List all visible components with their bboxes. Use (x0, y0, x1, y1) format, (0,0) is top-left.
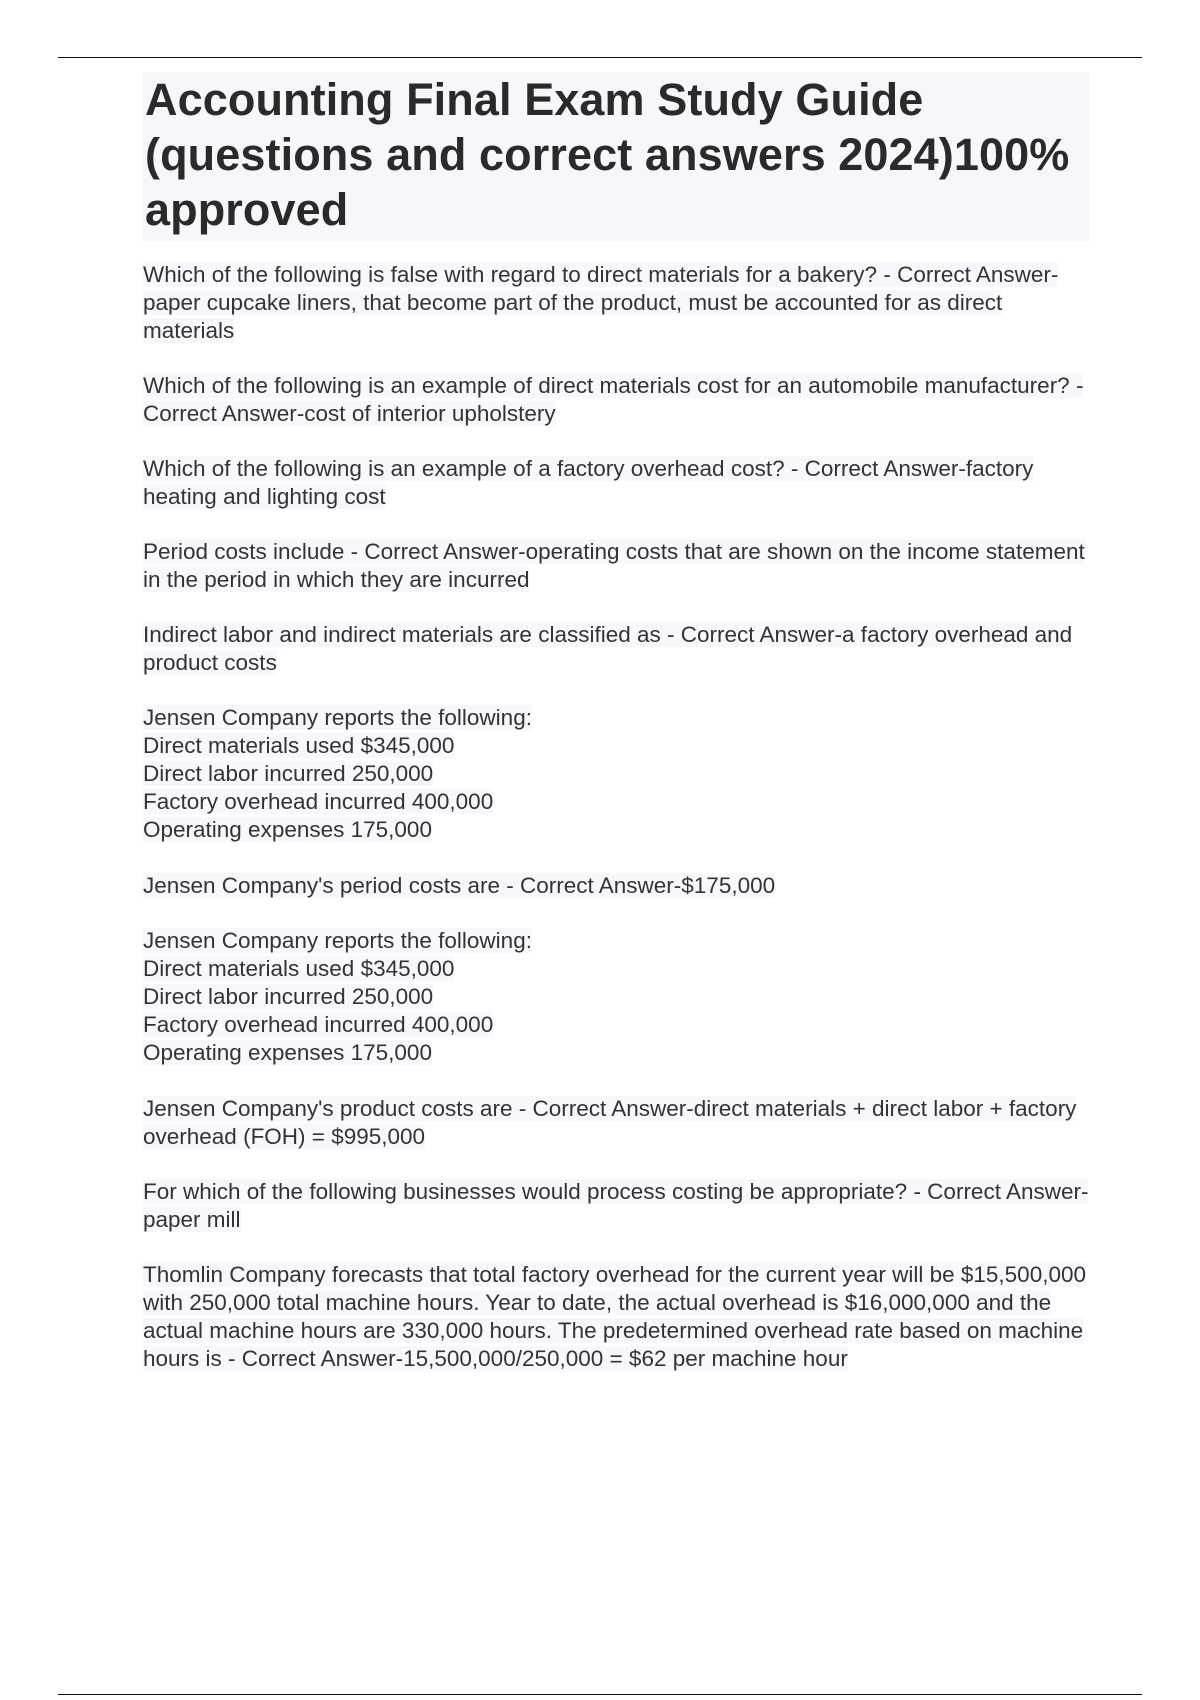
qa-item (143, 1178, 1089, 1234)
answer-separator: - Correct Answer- (512, 1096, 694, 1121)
answer-text: a factory overhead and product costs (143, 622, 1073, 675)
question-text: Jensen Company reports the following: Direct materials used $345,000 Direct labor incurred 250,000 Factory overhead incurred 400,000 Operating expenses 175,000 Jensen Company's product costs are (143, 928, 532, 1121)
answer-text: paper cupcake liners, that become part of the product, must be accounted for as direct materials (143, 290, 1003, 343)
answer-text: factory heating and lighting cost (143, 456, 1034, 509)
document-body (143, 72, 1089, 1400)
top-rule (58, 57, 1142, 58)
question-text: Which of the following is false with regard to direct materials for a bakery? (143, 262, 878, 287)
qa-item (143, 538, 1089, 594)
answer-separator: - Correct Answer- (877, 262, 1059, 287)
question-text: For which of the following businesses would process costing be appropriate? (143, 1179, 908, 1204)
question-text: Thomlin Company forecasts that total factory overhead for the current year will be $15,500,000 with 250,000 total machine hours. Year to date, the actual overhead is $16,000,000 and the actual machine hours are 330,000 hours. The predetermined overhead rate based on machine hours is (143, 1262, 1087, 1371)
answer-separator: - Correct Answer- (660, 622, 843, 647)
question-text: Which of the following is an example of direct materials cost for an automobile manufacturer? (143, 373, 1070, 398)
qa-item (143, 455, 1089, 511)
answer-text: operating costs that are shown on the income statement in the period in which they are incurred (143, 539, 1085, 592)
question-text: Indirect labor and indirect materials are classified as (143, 622, 661, 647)
answer-separator: - Correct Answer- (143, 373, 1084, 426)
title-block (143, 72, 1089, 241)
answer-separator: - Correct Answer- (907, 1179, 1089, 1204)
question-text: Jensen Company reports the following: Direct materials used $345,000 Direct labor incurred 250,000 Factory overhead incurred 400,000 Operating expenses 175,000 Jensen Company's period costs are (143, 705, 532, 898)
document-title: Accounting Final Exam Study Guide (questions and correct answers 2024)100% approved (145, 74, 1070, 235)
answer-text: 15,500,000/250,000 = $62 per machine hour (403, 1346, 848, 1371)
qa-item (143, 372, 1089, 428)
answer-separator: - Correct Answer- (499, 873, 682, 898)
question-text: Period costs include (143, 539, 345, 564)
answer-text: paper mill (143, 1207, 241, 1232)
qa-item (143, 261, 1089, 345)
answer-separator: - Correct Answer- (344, 539, 526, 564)
qa-item (143, 704, 1089, 900)
answer-text: cost of interior upholstery (304, 401, 556, 426)
qa-list (143, 261, 1089, 1373)
answer-separator: - Correct Answer- (784, 456, 966, 481)
qa-item (143, 621, 1089, 677)
bottom-rule (58, 1694, 1142, 1695)
answer-separator: - Correct Answer- (221, 1346, 404, 1371)
qa-item (143, 927, 1089, 1151)
question-text: Which of the following is an example of a factory overhead cost? (143, 456, 785, 481)
answer-text: $175,000 (681, 873, 776, 898)
qa-item (143, 1261, 1089, 1373)
answer-text: direct materials + direct labor + factory overhead (FOH) = $995,000 (143, 1096, 1077, 1149)
